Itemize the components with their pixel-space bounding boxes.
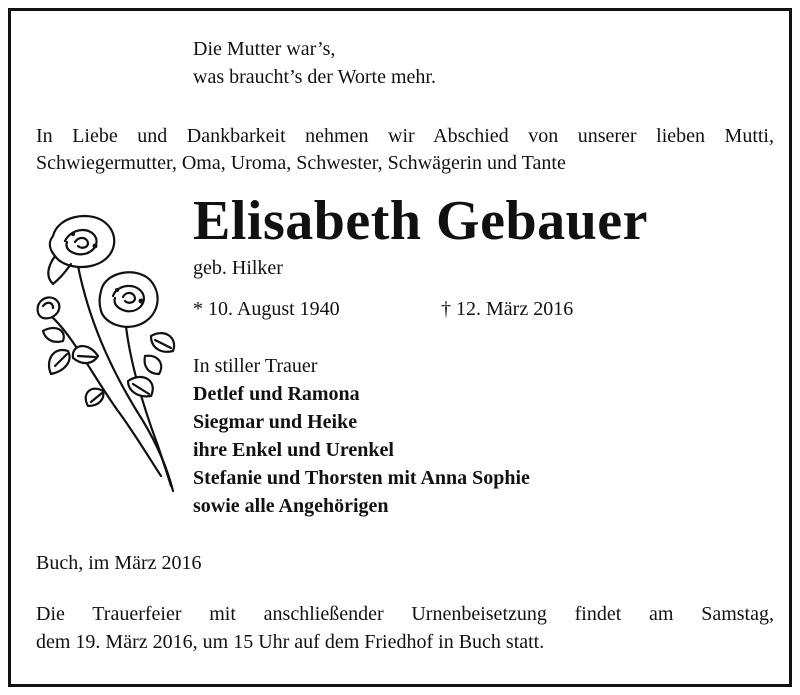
place-date: Buch, im März 2016 [36, 552, 202, 574]
funeral-line-1: Die Trauerfeier mit anschließender Urnenbeisetzung findet am Samstag, [36, 603, 774, 625]
funeral-line-2: dem 19. März 2016, um 15 Uhr auf dem Friedhof in Buch statt. [36, 631, 545, 653]
intro-line-2: Schwiegermutter, Oma, Uroma, Schwester, Schwägerin und Tante [36, 152, 566, 174]
mourner-name: ihre Enkel und Urenkel [193, 439, 394, 461]
deceased-name: Elisabeth Gebauer [193, 190, 648, 252]
obituary-notice [8, 8, 792, 687]
mourners-heading: In stiller Trauer [193, 355, 318, 377]
maiden-name: geb. Hilker [193, 257, 283, 279]
death-date: † 12. März 2016 [441, 298, 574, 320]
birth-date: * 10. August 1940 [193, 298, 340, 320]
intro-line-1: In Liebe und Dankbarkeit nehmen wir Abschied von unserer lieben Mutti, [36, 125, 774, 147]
mourner-name: sowie alle Angehörigen [193, 495, 389, 517]
motto-line-1: Die Mutter war’s, [193, 38, 336, 60]
roses-icon [33, 206, 183, 501]
motto-line-2: was braucht’s der Worte mehr. [193, 66, 436, 88]
mourner-name: Detlef und Ramona [193, 383, 360, 405]
mourner-name: Siegmar und Heike [193, 411, 358, 433]
mourner-name: Stefanie und Thorsten mit Anna Sophie [193, 467, 530, 489]
